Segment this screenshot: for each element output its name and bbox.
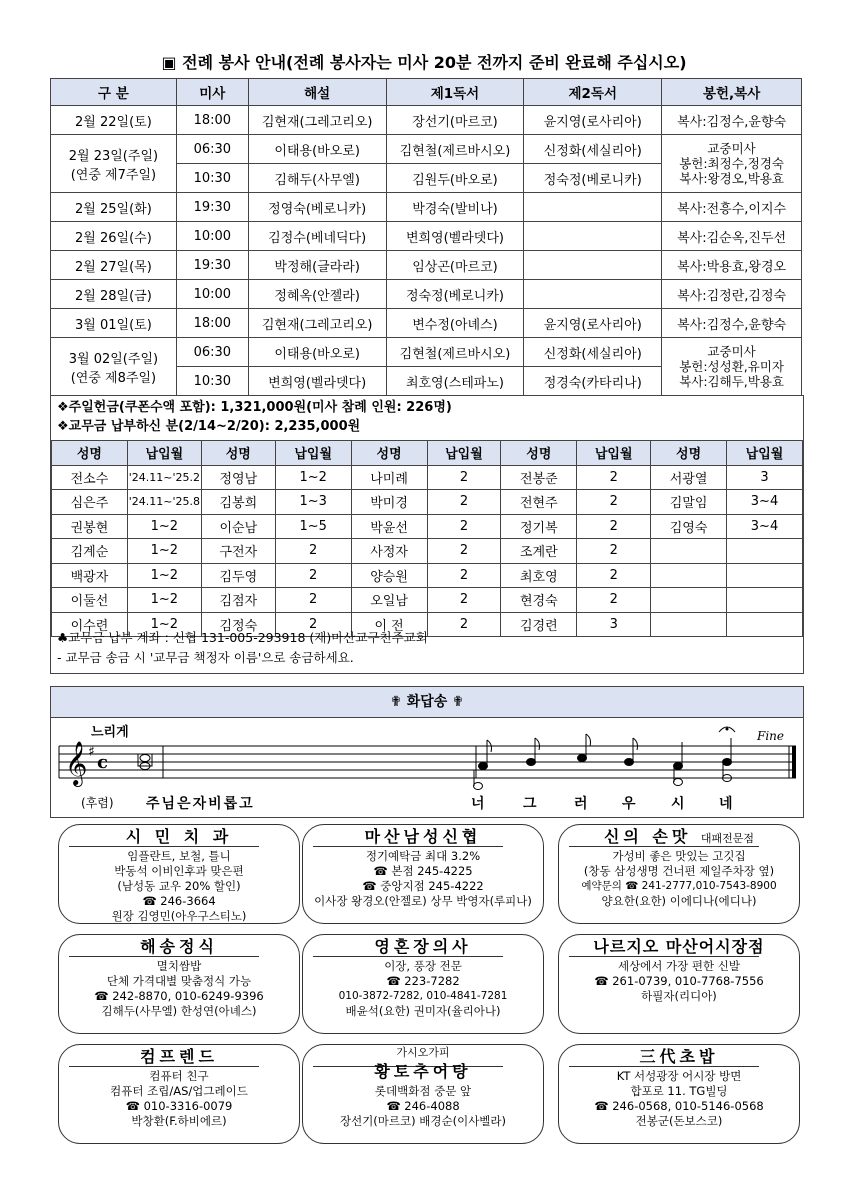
lyrics-line-a: 주님은자비롭고 <box>146 796 255 812</box>
lyric-syllable: 네 <box>719 796 733 812</box>
liturgy-schedule-table <box>50 78 802 396</box>
name-cell: 박윤선 <box>351 514 427 539</box>
name-cell: 오일남 <box>351 588 427 613</box>
server-cell: 복사:김정란,김정숙 <box>662 280 802 309</box>
reading1-cell: 박경숙(발비나) <box>386 193 524 222</box>
transfer-note: - 교무금 송금 시 '교무금 책정자 이름'으로 송금하세요. <box>57 650 354 665</box>
table-row <box>52 465 803 490</box>
month-cell <box>727 539 803 564</box>
month-cell <box>727 612 803 637</box>
ad-box <box>58 1044 300 1144</box>
name-cell: 김두영 <box>201 563 275 588</box>
month-cell: 2 <box>275 563 351 588</box>
time-cell: 10:00 <box>176 280 248 309</box>
server-cell: 복사:김정수,윤향숙 <box>662 106 802 135</box>
lyric-syllable: 러 <box>574 796 588 812</box>
server-cell <box>662 338 802 396</box>
ad-name: 해송정식 <box>140 937 218 956</box>
ad-line: 롯데백화점 중문 앞 <box>374 1084 472 1098</box>
col-header: 성명 <box>651 441 727 466</box>
name-cell: 이둘선 <box>52 588 128 613</box>
ad-line: 세상에서 가장 편한 신발 <box>617 959 741 973</box>
commentator-cell: 김해두(사무엘) <box>248 164 386 193</box>
ad-line: 컴퓨터 조립/AS/업그레이드 <box>110 1084 248 1098</box>
col-header: 해설 <box>248 79 386 106</box>
date-cell <box>51 135 177 193</box>
lyric-syllable: 그 <box>523 796 537 812</box>
time-cell: 18:00 <box>176 106 248 135</box>
ad-line: 배윤석(요한) 권미자(율리아나) <box>345 1004 501 1018</box>
table-row <box>51 222 802 251</box>
reading2-cell: 신정화(세실리아) <box>524 338 662 367</box>
table-row <box>51 135 802 164</box>
table-header-row <box>51 79 802 106</box>
reading2-cell: 윤지영(로사리아) <box>524 106 662 135</box>
name-cell: 현경숙 <box>501 588 577 613</box>
ad-line: ☎ 242-8870, 010-6249-9396 <box>94 989 264 1003</box>
table-row <box>52 539 803 564</box>
ad-box <box>58 824 300 924</box>
name-cell: 정기복 <box>501 514 577 539</box>
ad-name: 마산남성신협 <box>364 827 482 846</box>
note <box>625 759 634 766</box>
ad-line: ☎ 261-0739, 010-7768-7556 <box>594 974 764 988</box>
name-cell: 김정숙 <box>201 612 275 637</box>
name-cell <box>651 612 727 637</box>
col-header: 납입월 <box>127 441 201 466</box>
month-cell: 3 <box>577 612 651 637</box>
ad-line: 김해두(사무엘) 한성연(아녜스) <box>101 1004 257 1018</box>
ad-line: 010-3872-7282, 010-4841-7281 <box>338 990 508 1002</box>
ad-line: 예약문의 ☎ 241-2777,010-7543-8900 <box>581 880 777 892</box>
treble-clef-icon: 𝄞 <box>65 741 88 785</box>
col-header: 제2독서 <box>524 79 662 106</box>
name-cell: 백광자 <box>52 563 128 588</box>
name-cell <box>651 539 727 564</box>
time-cell: 18:00 <box>176 309 248 338</box>
date-cell: 2월 26일(수) <box>51 222 177 251</box>
name-cell: 조계란 <box>501 539 577 564</box>
reading1-cell: 변희영(벨라뎃다) <box>386 222 524 251</box>
ad-name: 신의 손맛 대패전문점 <box>603 827 755 846</box>
reading1-cell: 최호영(스테파노) <box>386 367 524 396</box>
ad-line: 장선기(마르코) 배경순(이사벨라) <box>339 1114 507 1128</box>
table-row <box>51 338 802 367</box>
month-cell: 2 <box>275 612 351 637</box>
ad-name: 영혼장의사 <box>374 937 472 956</box>
time-cell: 06:30 <box>176 338 248 367</box>
ad-line: ☎ 246-0568, 010-5146-0568 <box>594 1099 764 1113</box>
table-row <box>51 280 802 309</box>
note <box>479 763 488 770</box>
reading1-cell: 김원두(바오로) <box>386 164 524 193</box>
col-header: 제1독서 <box>386 79 524 106</box>
ad-line: 박동석 이비인후과 맞은편 <box>114 864 244 878</box>
reading2-cell: 정숙정(베로니카) <box>524 164 662 193</box>
server-cell: 복사:김정수,윤향숙 <box>662 309 802 338</box>
time-cell: 10:30 <box>176 367 248 396</box>
month-cell: '24.11~'25.8 <box>127 490 201 515</box>
ad-line: ☎ 246-3664 <box>142 894 216 908</box>
table-row <box>52 514 803 539</box>
name-cell: 나미례 <box>351 465 427 490</box>
dues-line: ❖교무금 납부하신 분(2/14~2/20): 2,235,000원 <box>57 419 361 434</box>
month-cell: 2 <box>577 490 651 515</box>
time-cell: 19:30 <box>176 193 248 222</box>
col-header: 미사 <box>176 79 248 106</box>
reading1-cell: 장선기(마르코) <box>386 106 524 135</box>
name-cell: 전현주 <box>501 490 577 515</box>
month-cell: 2 <box>577 588 651 613</box>
commentator-cell: 이태용(바오로) <box>248 338 386 367</box>
month-cell: 2 <box>427 514 501 539</box>
commentator-cell: 정혜옥(안젤라) <box>248 280 386 309</box>
name-cell <box>651 563 727 588</box>
table-row <box>51 251 802 280</box>
name-cell: 김봉희 <box>201 490 275 515</box>
time-cell: 10:00 <box>176 222 248 251</box>
month-cell: 2 <box>427 563 501 588</box>
name-cell: 최호영 <box>501 563 577 588</box>
account-note: ♣교무금 납부 계좌 : 신협 131-005-293918 (재)마산교구천주교회 <box>57 630 428 645</box>
lyric-syllable: 너 <box>471 796 485 812</box>
ad-name: 황토추어탕 <box>374 1062 472 1081</box>
section-title: ▣ 전례 봉사 안내(전례 봉사자는 미사 20분 전까지 준비 완료해 주십시오) <box>161 53 687 72</box>
month-cell <box>727 563 803 588</box>
name-cell: 박미경 <box>351 490 427 515</box>
server-line: 봉헌:성성환,유미자 <box>679 359 784 374</box>
month-cell: 3 <box>727 465 803 490</box>
ad-line: 임플란트, 보철, 틀니 <box>127 849 231 863</box>
col-header: 봉헌,복사 <box>662 79 802 106</box>
ad-line: 멸치쌈밥 <box>156 959 202 973</box>
ad-line: (창동 삼성생명 건너편 제일주차장 옆) <box>583 864 775 878</box>
month-cell: 1~2 <box>127 588 201 613</box>
ad-line: 하필자(리디아) <box>641 989 717 1003</box>
lyric-syllable: 시 <box>671 796 685 812</box>
ad-box <box>302 1044 544 1144</box>
reading2-cell: 신정화(세실리아) <box>524 135 662 164</box>
month-cell: 2 <box>427 612 501 637</box>
month-cell: '24.11~'25.2 <box>127 465 201 490</box>
table-row <box>51 309 802 338</box>
reading1-cell: 정숙정(베로니카) <box>386 280 524 309</box>
commentator-cell: 이태용(바오로) <box>248 135 386 164</box>
col-header: 성명 <box>201 441 275 466</box>
commentator-cell: 변희영(벨라뎃다) <box>248 367 386 396</box>
name-cell: 양승원 <box>351 563 427 588</box>
date-cell <box>51 338 177 396</box>
month-cell: 2 <box>577 563 651 588</box>
note <box>527 759 536 766</box>
month-cell: 3~4 <box>727 514 803 539</box>
reading2-cell <box>524 251 662 280</box>
month-cell: 2 <box>427 539 501 564</box>
ad-line: ☎ 223-7282 <box>386 974 460 988</box>
ad-line: (남성동 교우 20% 할인) <box>117 879 241 893</box>
commentator-cell: 김정수(베네딕다) <box>248 222 386 251</box>
server-line: 교중미사 <box>707 344 756 359</box>
ad-box <box>558 1044 800 1144</box>
ad-name: 나르지오 마산어시장점 <box>593 937 765 956</box>
refrain-label: (후렴) <box>81 796 114 810</box>
ad-line: 가성비 좋은 맛있는 고깃집 <box>612 849 746 863</box>
date-subtext: (연중 제8주일) <box>70 370 157 386</box>
table-row <box>51 106 802 135</box>
name-cell: 김계순 <box>52 539 128 564</box>
date-cell: 3월 01일(토) <box>51 309 177 338</box>
server-line: 봉헌:최정수,정경숙 <box>679 156 784 171</box>
name-cell: 심은주 <box>52 490 128 515</box>
col-header: 성명 <box>501 441 577 466</box>
col-header: 성명 <box>52 441 128 466</box>
month-cell: 1~3 <box>275 490 351 515</box>
server-cell <box>662 135 802 193</box>
ad-box <box>302 934 544 1034</box>
note <box>578 755 587 762</box>
ad-line: 단체 가격대별 맞춤정식 가능 <box>106 974 252 988</box>
date-text: 3월 02일(주일) <box>68 351 159 367</box>
date-cell: 2월 22일(토) <box>51 106 177 135</box>
reading1-cell: 김현철(제르바시오) <box>386 338 524 367</box>
ad-line: 이장, 풍장 전문 <box>384 959 462 973</box>
ad-line: 합포로 11. TG빌딩 <box>630 1084 728 1098</box>
name-cell: 김점자 <box>201 588 275 613</box>
name-cell: 이순남 <box>201 514 275 539</box>
month-cell: 1~2 <box>127 514 201 539</box>
ad-line: ☎ 중앙지점 245-4222 <box>362 879 484 893</box>
dues-table <box>51 440 803 637</box>
name-cell: 이수련 <box>52 612 128 637</box>
ad-line: 이사장 왕경오(안젤로) 상무 박영자(루피나) <box>314 894 532 908</box>
commentator-cell: 김현재(그레고리오) <box>248 309 386 338</box>
reading2-cell <box>524 280 662 309</box>
ad-box <box>302 824 544 924</box>
reading1-cell: 변수정(아녜스) <box>386 309 524 338</box>
ad-line: 박창환(F.하비에르) <box>131 1114 227 1128</box>
name-cell: 구전자 <box>201 539 275 564</box>
fine-marking: Fine <box>757 729 784 743</box>
month-cell: 3~4 <box>727 490 803 515</box>
month-cell: 1~2 <box>127 563 201 588</box>
note <box>723 759 732 766</box>
sunday-offering-line: ❖주일헌금(쿠폰수액 포함): 1,321,000원(미사 참례 인원: 226명) <box>57 400 452 415</box>
server-cell: 복사:전흥수,이지수 <box>662 193 802 222</box>
table-header-row <box>52 441 803 466</box>
col-header: 납입월 <box>577 441 651 466</box>
date-cell: 2월 27일(목) <box>51 251 177 280</box>
name-cell: 김경련 <box>501 612 577 637</box>
name-cell <box>651 588 727 613</box>
offering-section <box>50 395 804 674</box>
name-cell: 사정자 <box>351 539 427 564</box>
name-cell: 이 전 <box>351 612 427 637</box>
table-row <box>52 563 803 588</box>
ad-box <box>558 934 800 1034</box>
month-cell: 1~2 <box>127 539 201 564</box>
month-cell: 2 <box>427 588 501 613</box>
time-cell: 06:30 <box>176 135 248 164</box>
time-cell: 10:30 <box>176 164 248 193</box>
ad-line: ☎ 246-4088 <box>386 1099 460 1113</box>
month-cell: 2 <box>427 465 501 490</box>
ad-box <box>58 934 300 1034</box>
reading2-cell: 정경숙(카타리나) <box>524 367 662 396</box>
common-time-icon: c <box>97 752 108 773</box>
name-cell: 전소수 <box>52 465 128 490</box>
ad-line: ☎ 본점 245-4225 <box>373 864 473 878</box>
month-cell: 2 <box>275 539 351 564</box>
col-header: 성명 <box>351 441 427 466</box>
col-header: 구 분 <box>51 79 177 106</box>
name-cell: 권봉현 <box>52 514 128 539</box>
reading2-cell <box>524 222 662 251</box>
name-cell: 김말임 <box>651 490 727 515</box>
date-cell: 2월 25일(화) <box>51 193 177 222</box>
table-row <box>51 193 802 222</box>
reading1-cell: 임상곤(마르코) <box>386 251 524 280</box>
ad-line: KT 서성광장 어시장 방면 <box>616 1069 742 1083</box>
psalm-section <box>50 686 804 818</box>
col-header: 납입월 <box>727 441 803 466</box>
commentator-cell: 정영숙(베로니카) <box>248 193 386 222</box>
month-cell: 2 <box>577 465 651 490</box>
month-cell: 2 <box>577 539 651 564</box>
psalm-title: ✟ 화답송 ✟ <box>51 687 803 718</box>
tempo-marking: 느리게 <box>91 725 129 740</box>
reading2-cell <box>524 193 662 222</box>
date-cell: 2월 28일(금) <box>51 280 177 309</box>
ad-line: 양요한(요한) 이에디나(에디나) <box>601 894 757 908</box>
ad-name: 컴프렌드 <box>140 1047 218 1066</box>
date-subtext: (연중 제7주일) <box>70 167 157 183</box>
note <box>674 763 683 770</box>
month-cell: 2 <box>275 588 351 613</box>
month-cell: 2 <box>427 490 501 515</box>
reading1-cell: 김현철(제르바시오) <box>386 135 524 164</box>
ad-line: 정기예탁금 최대 3.2% <box>365 849 481 863</box>
month-cell: 1~2 <box>127 612 201 637</box>
ad-line: 컴퓨터 친구 <box>149 1069 209 1083</box>
server-line: 교중미사 <box>707 141 756 156</box>
name-cell: 전봉준 <box>501 465 577 490</box>
ad-name: 시 민 치 과 <box>125 827 233 846</box>
month-cell <box>727 588 803 613</box>
reading2-cell: 윤지영(로사리아) <box>524 309 662 338</box>
ad-prefix: 가시오가피 <box>396 1046 450 1059</box>
date-text: 2월 23일(주일) <box>68 148 159 164</box>
time-cell: 19:30 <box>176 251 248 280</box>
ad-line: 원장 김영민(아우구스티노) <box>111 909 247 923</box>
table-row <box>52 490 803 515</box>
col-header: 납입월 <box>275 441 351 466</box>
name-cell: 서광열 <box>651 465 727 490</box>
month-cell: 2 <box>577 514 651 539</box>
commentator-cell: 박정해(글라라) <box>248 251 386 280</box>
music-staff <box>51 718 801 816</box>
server-line: 복사:김해두,박용효 <box>679 374 784 389</box>
ad-tag: 대패전문점 <box>700 832 755 845</box>
ad-name: 三代초밥 <box>639 1047 719 1066</box>
month-cell: 1~2 <box>275 465 351 490</box>
server-cell: 복사:박용효,왕경오 <box>662 251 802 280</box>
name-cell: 정영남 <box>201 465 275 490</box>
ad-box <box>558 824 800 924</box>
month-cell: 1~5 <box>275 514 351 539</box>
name-cell: 김영숙 <box>651 514 727 539</box>
lyric-syllable: 우 <box>622 796 636 812</box>
table-row <box>52 588 803 613</box>
ad-line: ☎ 010-3316-0079 <box>125 1099 233 1113</box>
commentator-cell: 김현재(그레고리오) <box>248 106 386 135</box>
sharp-icon: ♯ <box>88 744 95 760</box>
col-header: 납입월 <box>427 441 501 466</box>
ad-line: 전봉군(돈보스코) <box>635 1114 723 1128</box>
server-line: 복사:왕경오,박용효 <box>679 171 784 186</box>
server-cell: 복사:김순옥,진두선 <box>662 222 802 251</box>
